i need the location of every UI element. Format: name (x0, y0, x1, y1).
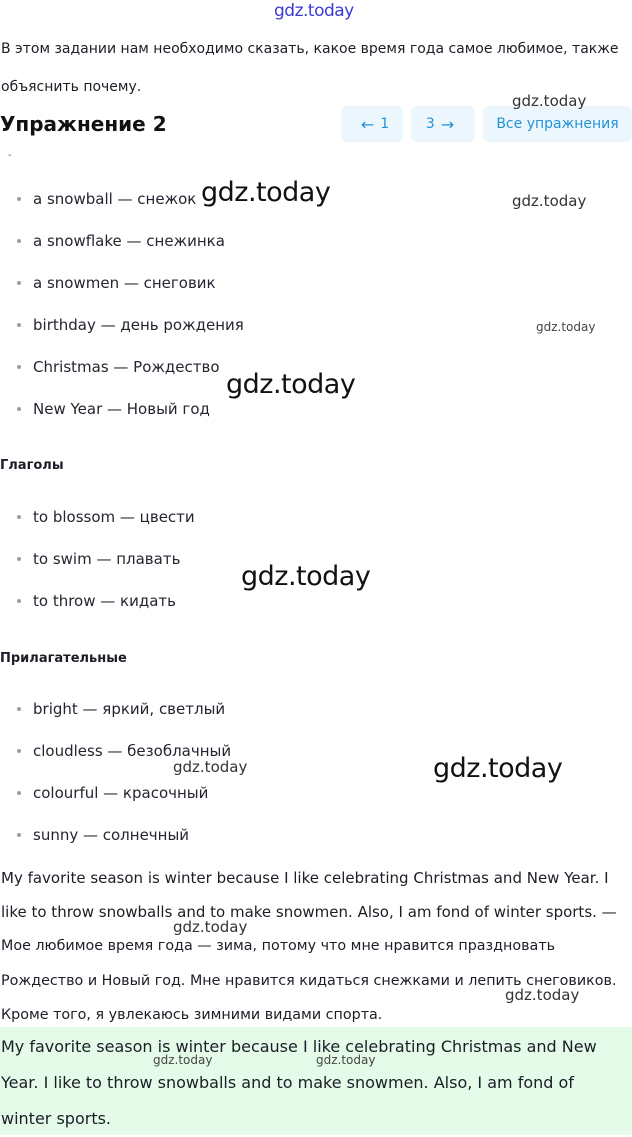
essay-text (1, 862, 623, 1033)
list-item: Christmas — Рождество (0, 353, 600, 395)
watermark-text: gdz.today (241, 561, 371, 592)
next-exercise-label: 3 (425, 116, 435, 132)
prev-exercise-button[interactable] (341, 106, 403, 142)
watermark-text: gdz.today (201, 177, 331, 208)
list-item: bright — яркий, светлый (0, 695, 600, 737)
list-item: a snowflake — снежинка (0, 227, 600, 269)
list-item: birthday — день рождения (0, 311, 600, 353)
list-item: colourful — красочный (0, 779, 600, 821)
list-item: to throw — кидать (0, 587, 600, 629)
arrow-right-icon: → (440, 114, 455, 134)
list-item: sunny — солнечный (0, 821, 600, 863)
exercise-title: Упражнение 2 (0, 112, 167, 136)
watermark-logo: gdz.today (274, 1, 354, 21)
adjectives-heading: Прилагательные (0, 651, 127, 666)
intro-text: В этом задании нам необходимо сказать, какое время года самое любимое, также объяснить почему. (1, 41, 619, 95)
watermark-text: gdz.today (316, 1053, 376, 1067)
list-item: a snowball — снежок (0, 185, 600, 227)
essay-english: My favorite season is winter because I like celebrating Christmas and New Year. I like to throw snowballs and to make snowmen. Also, I am fond of winter sports. — (1, 869, 617, 921)
essay-russian: Мое любимое время года — зима, потому что мне нравится праздновать Рождество и Новый год. Мне нравится кидаться снежками и лепить снеговиков. Кроме того, я увлекаюсь зимними видами спорта. (1, 938, 617, 1023)
answer-text: My favorite season is winter because I like celebrating Christmas and New Year. I like to throw snowballs and to make snowmen. Also, I am fond of winter sports. (1, 1037, 597, 1128)
list-marker: - (8, 150, 12, 161)
prev-exercise-label: 1 (380, 116, 390, 132)
watermark-text: gdz.today (536, 320, 596, 334)
list-item: a snowmen — снеговик (0, 269, 600, 311)
all-exercises-label: Все упражнения (496, 116, 619, 132)
list-item: to blossom — цвести (0, 503, 600, 545)
watermark-text: gdz.today (512, 192, 587, 210)
watermark-text: gdz.today (505, 986, 580, 1004)
all-exercises-button[interactable] (483, 106, 632, 142)
watermark-text: gdz.today (226, 369, 356, 400)
next-exercise-button[interactable] (411, 106, 475, 142)
list-item: cloudless — безоблачный (0, 737, 600, 779)
watermark-text: gdz.today (512, 92, 587, 110)
list-item: New Year — Новый год (0, 395, 600, 437)
watermark-text: gdz.today (153, 1053, 213, 1067)
watermark-text: gdz.today (173, 758, 248, 776)
list-item: to swim — плавать (0, 545, 600, 587)
watermark-text: gdz.today (433, 753, 563, 784)
arrow-left-icon: ← (360, 114, 375, 134)
verbs-heading: Глаголы (0, 458, 64, 473)
watermark-text: gdz.today (173, 918, 248, 936)
